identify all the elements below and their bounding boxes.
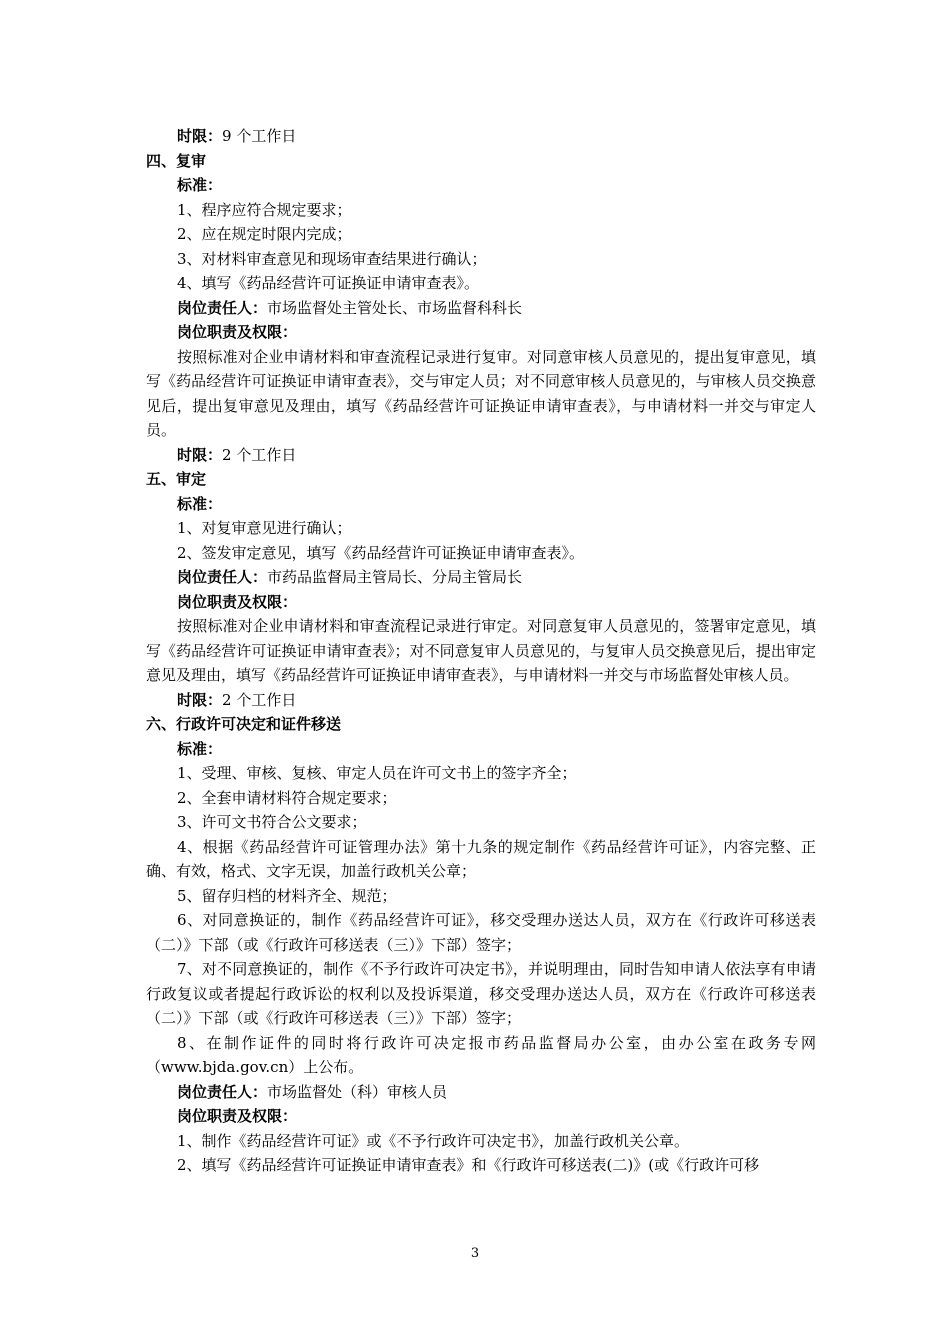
- standard-label: 标准：: [177, 739, 223, 758]
- time-limit-line: 时限：2 个工作日: [177, 690, 297, 709]
- section-heading-approval: 五、审定: [146, 470, 207, 488]
- list-item: 2、填写《药品经营许可证换证申请审查表》和《行政许可移送表(二)》(或《行政许可移: [177, 1156, 760, 1174]
- list-item: 1、受理、审核、复核、审定人员在许可文书上的签字齐全；: [177, 764, 577, 782]
- section-heading-decision: 六、行政许可决定和证件移送: [146, 715, 342, 733]
- standard-label: 标准：: [177, 176, 223, 194]
- list-item: 3、许可文书符合公文要求；: [177, 813, 367, 831]
- responsible-person-line: 岗位责任人：市场监督处主管处长、市场监督科科长: [177, 298, 523, 317]
- list-item: 3、对材料审查意见和现场审查结果进行确认；: [177, 249, 487, 268]
- list-item: 2、全套申请材料符合规定要求；: [177, 788, 397, 807]
- duty-paragraph: 按照标准对企业申请材料和审查流程记录进行复审。对同意审核人员意见的，提出复审意见，填写《药品经营许可证换证申请审查表》，交与审定人员；对不同意审核人员意见的，与审核人员交换意见后，提出复审意见及理由，填写《药品经营许可证换证申请审查表》，与申请材料一并交与审定人员。: [146, 347, 816, 439]
- duty-label: 岗位职责及权限：: [177, 1107, 298, 1125]
- list-item: 1、程序应符合规定要求；: [177, 200, 352, 219]
- page-number: 3: [470, 1246, 480, 1261]
- responsible-person-line: 岗位责任人：市药品监督局主管局长、分局主管局长: [177, 568, 523, 586]
- list-item: 6、对同意换证的，制作《药品经营许可证》，移交受理办送达人员，双方在《行政许可移送表（二）》下部（或《行政许可移送表（三）》下部）签字；: [146, 911, 816, 954]
- page-content: [146, 124, 816, 1178]
- time-limit-line: 时限：2 个工作日: [177, 445, 297, 464]
- duty-label: 岗位职责及权限：: [177, 323, 298, 341]
- list-item: 5、留存归档的材料齐全、规范；: [177, 886, 397, 905]
- list-item: 7、对不同意换证的，制作《不予行政许可决定书》，并说明理由，同时告知申请人依法享有申请行政复议或者提起行政诉讼的权利以及投诉渠道，移交受理办送达人员，双方在《行政许可移送表（二）》下部（或《行政许可移送表（三）》下部）签字；: [146, 960, 816, 1027]
- list-item: 4、根据《药品经营许可证管理办法》第十九条的规定制作《药品经营许可证》，内容完整、正确、有效，格式、文字无误，加盖行政机关公章；: [146, 837, 816, 880]
- standard-label: 标准：: [177, 494, 223, 513]
- section-heading-review: 四、复审: [146, 151, 207, 170]
- duty-paragraph: 按照标准对企业申请材料和审查流程记录进行审定。对同意复审人员意见的，签署审定意见，填写《药品经营许可证换证申请审查表》；对不同意复审人员意见的，与复审人员交换意见后，提出审定意见及理由，填写《药品经营许可证换证申请审查表》，与申请材料一并交与市场监督处审核人员。: [146, 617, 816, 684]
- list-item: 8、在制作证件的同时将行政许可决定报市药品监督局办公室，由办公室在政务专网（www.bjda.gov.cn）上公布。: [146, 1033, 816, 1076]
- time-limit-line: 时限：9 个工作日: [177, 127, 297, 145]
- duty-label: 岗位职责及权限：: [177, 592, 298, 611]
- list-item: 2、签发审定意见，填写《药品经营许可证换证申请审查表》。: [177, 543, 585, 562]
- list-item: 2、应在规定时限内完成；: [177, 225, 352, 243]
- responsible-person-line: 岗位责任人：市场监督处（科）审核人员: [177, 1082, 448, 1101]
- list-item: 1、对复审意见进行确认；: [177, 519, 352, 537]
- list-item: 1、制作《药品经营许可证》或《不予行政许可决定书》，加盖行政机关公章。: [177, 1131, 690, 1150]
- list-item: 4、填写《药品经营许可证换证申请审查表》。: [177, 274, 480, 292]
